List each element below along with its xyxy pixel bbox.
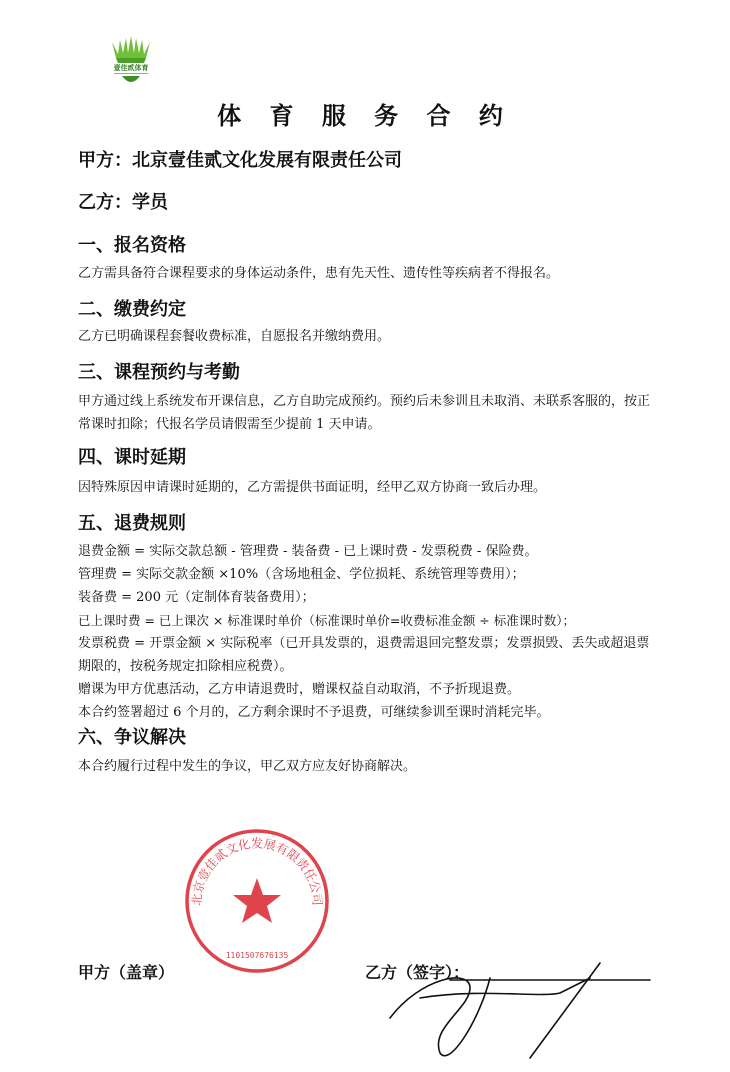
paragraph-line: 本合约签署超过 6 个月的，乙方剩余课时不予退费，可继续参训至课时消耗完毕。 <box>78 705 550 720</box>
paragraph-line: 乙方已明确课程套餐收费标准，自愿报名并缴纳费用。 <box>78 329 391 344</box>
party-b-signature-label: 乙方（签字）： <box>365 963 470 982</box>
section-heading: 二、缴费约定 <box>78 299 186 320</box>
paragraph-line: 管理费 = 实际交款金额 ×10%（含场地租金、学位损耗、系统管理等费用）； <box>78 567 525 582</box>
paragraph-line: 乙方需具备符合课程要求的身体运动条件，患有先天性、遗传性等疾病者不得报名。 <box>78 266 560 281</box>
document-title: 体 育 服 务 合 约 <box>217 101 513 130</box>
party-a: 甲方：北京壹佳贰文化发展有限责任公司 <box>78 150 402 171</box>
logo-text: 壹佳贰体育 <box>104 63 158 73</box>
section-heading: 四、课时延期 <box>78 447 186 468</box>
section-body <box>78 476 658 499</box>
paragraph-line: 发票税费 = 开票金额 × 实际税率（已开具发票的，退费需退回完整发票；发票损毁、丢失或超退票期限的，按税务规定扣除相应税费）。 <box>78 636 650 674</box>
star-icon <box>233 878 281 923</box>
paragraph-line: 本合约履行过程中发生的争议，甲乙双方应友好协商解决。 <box>78 759 417 774</box>
section-body <box>78 262 658 285</box>
paragraph-line: 赠课为甲方优惠活动，乙方申请退费时，赠课权益自动取消，不予折现退费。 <box>78 682 521 697</box>
handwritten-signature <box>360 958 660 1068</box>
paragraph-line: 退费金额 = 实际交款总额 - 管理费 - 装备费 - 已上课时费 - 发票税费 - 保险费。 <box>78 544 538 559</box>
paragraph: 甲方通过线上系统发布开课信息，乙方自助完成预约。预约后未参训且未取消、未联系客服的，按正常课时扣除；代报名学员请假需至少提前 1 天申请。 <box>78 394 651 432</box>
section-body <box>78 755 658 778</box>
paragraph-line: 装备费 = 200 元（定制体育装备费用）； <box>78 590 315 605</box>
paragraph-line: 因特殊原因申请课时延期的，乙方需提供书面证明，经甲乙双方协商一致后办理。 <box>78 480 547 495</box>
section-heading: 五、退费规则 <box>78 513 186 534</box>
logo-icon <box>108 36 154 88</box>
section-heading: 六、争议解决 <box>78 727 186 748</box>
company-seal <box>182 826 332 976</box>
seal-text: 北京壹佳贰文化发展有限责任公司 <box>189 836 325 907</box>
party-a-signature-label: 甲方（盖章） <box>78 963 175 982</box>
section-body <box>78 325 658 348</box>
section-body <box>78 540 658 724</box>
paragraph-line: 已上课时费 = 已上课次 × 标准课时单价（标准课时单价=收费标准金额 ÷ 标准课时数）； <box>78 613 575 628</box>
section-body <box>78 390 658 436</box>
section-heading: 三、课程预约与考勤 <box>78 362 240 383</box>
party-b: 乙方：学员 <box>78 192 168 213</box>
seal-number: 1101507676135 <box>225 951 289 960</box>
section-heading: 一、报名资格 <box>78 235 186 256</box>
